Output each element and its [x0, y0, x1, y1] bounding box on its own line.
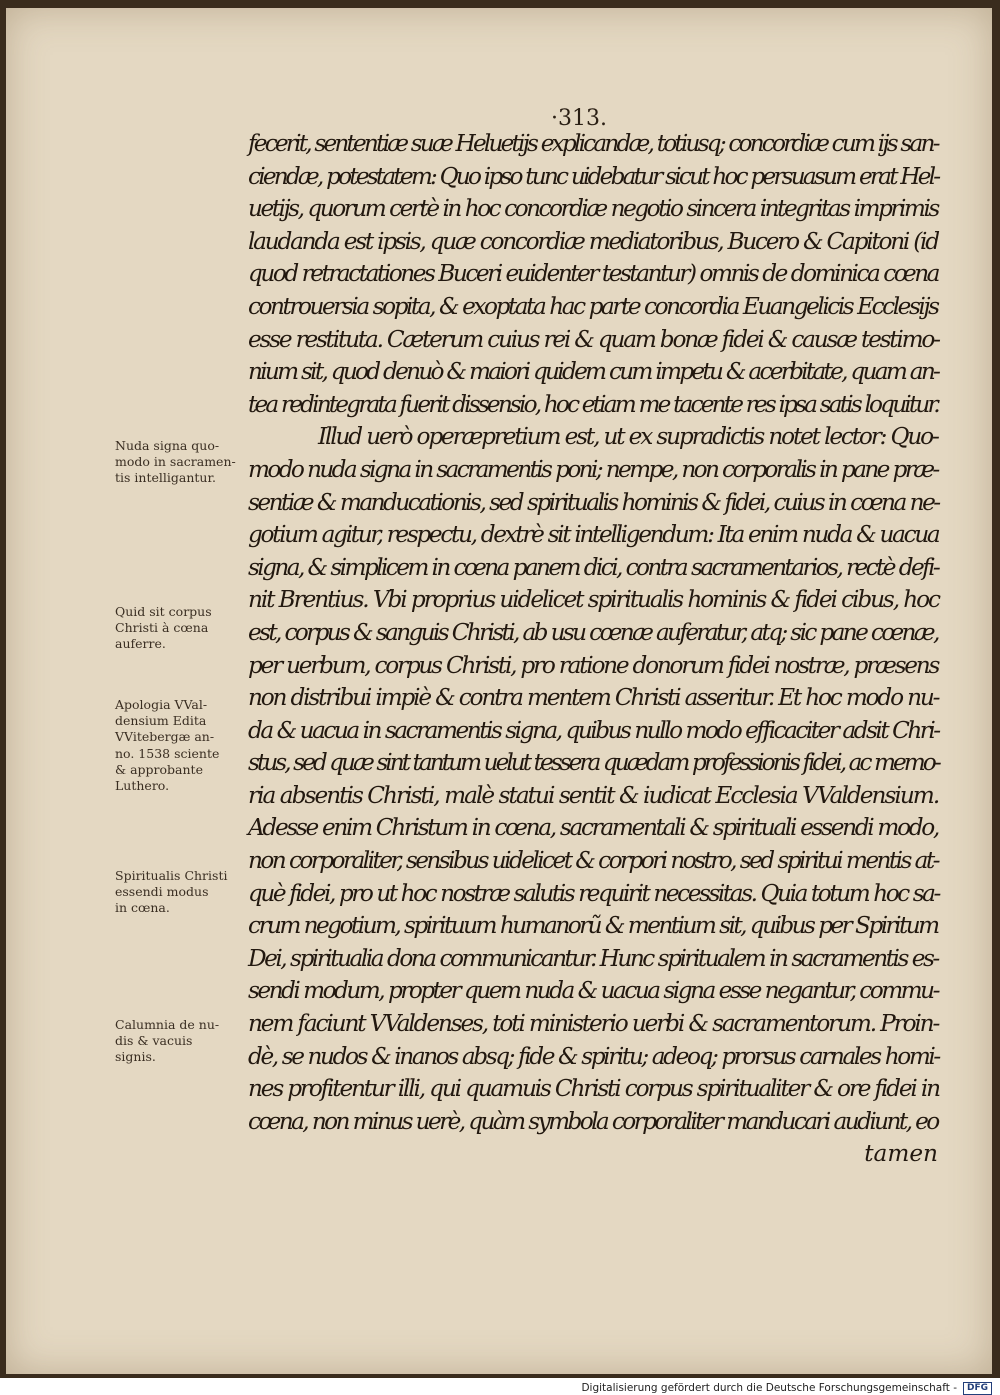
text-line: nem faciunt VValdenses, toti ministerio uerbi & sacramentorum. Proin-: [248, 1010, 939, 1038]
text-line: sendi modum, propter quem nuda & uacua signa esse negantur, commu-: [248, 977, 938, 1005]
text-line: Adesse enim Christum in cœna, sacramentali & spirituali essendi modo,: [248, 814, 938, 842]
marginal-note-line: & approbante: [115, 761, 203, 777]
text-line: nit Brentius. Vbi proprius uidelicet spiritualis hominis & fidei cibus, hoc: [248, 586, 939, 614]
text-line: esse restituta. Cæterum cuius rei & quam bonæ fidei & causæ testimo-: [248, 325, 939, 353]
text-line: tea redintegrata fuerit dissensio, hoc etiam me tacente res ipsa satis loquitur.: [248, 390, 938, 418]
text-line: dè, se nudos & inanos absq; fide & spiritu; adeoq; prorsus carnales homi-: [248, 1042, 939, 1070]
text-line: sentiæ & manducationis, sed spiritualis hominis & fidei, cuius in cœna ne-: [248, 488, 939, 516]
text-line: laudanda est ipsis, quæ concordiæ mediatoribus, Bucero & Capitoni (id: [248, 227, 938, 255]
text-line: cœna, non minus uerè, quàm symbola corporaliter manducari audiunt, eo: [248, 1107, 938, 1135]
footer-text: Digitalisierung gefördert durch die Deutsche Forschungsgemeinschaft -: [581, 1382, 957, 1394]
text-line: est, corpus & sanguis Christi, ab usu cœnæ auferatur, atq; sic pane cœnæ,: [248, 618, 938, 646]
page-number: ·313.: [551, 106, 607, 131]
marginal-note-line: Luthero.: [115, 778, 170, 794]
marginal-note-quid-sit-corpus: [115, 604, 255, 653]
text-line: fecerit, sententiæ suæ Heluetijs explicandæ, totiusq; concordiæ cum ijs san-: [248, 130, 938, 157]
marginal-note-line: VVitebergæ an-: [115, 729, 215, 745]
marginal-note-line: dis & vacuis: [115, 1033, 193, 1049]
catchword: tamen: [864, 1140, 938, 1168]
marginal-note-nuda-signa: [115, 438, 255, 487]
marginal-note-calumnia: [115, 1017, 255, 1066]
text-line: ciendæ, potestatem: Quo ipso tunc uidebatur sicut hoc persuasum erat Hel-: [248, 162, 939, 190]
marginal-note-line: tis intelligantur.: [115, 470, 217, 486]
text-line: ria absentis Christi, malè statui sentit & iudicat Ecclesia VValdensium.: [248, 781, 939, 809]
digitization-footer: [581, 1381, 992, 1395]
marginal-note-line: Apologia VVal-: [115, 697, 208, 712]
marginal-note-line: essendi modus: [115, 884, 209, 900]
marginal-note-line: Spiritualis Christi: [115, 868, 228, 883]
text-line: controuersia sopita, & exoptata hac parte concordia Euangelicis Ecclesijs: [248, 292, 938, 320]
text-line: non corporaliter, sensibus uidelicet & corpori nostro, sed spiritui mentis at-: [248, 847, 938, 875]
marginal-note-line: signis.: [115, 1049, 156, 1065]
text-line: crum negotium, spirituum humanorũ & mentium sit, quibus per Spiritum: [248, 912, 938, 940]
text-line: nes profitentur illi, qui quamuis Christi corpus spiritualiter & ore fidei in: [248, 1075, 939, 1103]
text-line: da & uacua in sacramentis signa, quibus nullo modo efficaciter adsit Chri-: [248, 716, 939, 744]
main-text-block: [248, 128, 938, 1171]
text-line: Illud uerò operæpretium est, ut ex supradictis notet lector: Quo-: [318, 423, 938, 451]
marginal-note-line: in cœna.: [115, 900, 170, 916]
marginal-note-line: densium Edita: [115, 713, 207, 729]
text-line: per uerbum, corpus Christi, pro ratione donorum fidei nostræ, præsens: [248, 651, 939, 679]
text-line: stus, sed quæ sint tantum uelut tessera quædam professionis fidei, ac memo-: [248, 749, 939, 777]
text-line: què fidei, pro ut hoc nostræ salutis requirit necessitas. Quia totum hoc sa-: [248, 879, 939, 907]
marginal-note-line: Calumnia de nu-: [115, 1017, 220, 1032]
marginal-note-line: Christi à cœna: [115, 620, 209, 636]
text-line: uetijs, quorum certè in hoc concordiæ negotio sincera integritas imprimis: [248, 195, 938, 223]
marginal-note-line: no. 1538 sciente: [115, 745, 220, 761]
marginal-note-spiritualis: [115, 868, 255, 917]
text-line: Dei, spiritualia dona communicantur. Hunc spiritualem in sacramentis es-: [248, 944, 938, 972]
text-line: nium sit, quod denuò & maiori quidem cum impetu & acerbitate, quam an-: [248, 358, 939, 386]
text-line: modo nuda signa in sacramentis poni; nempe, non corporalis in pane præ-: [248, 455, 938, 483]
text-line: quod retractationes Buceri euidenter testantur) omnis de dominica cœna: [248, 260, 939, 288]
marginal-note-line: Nuda signa quo-: [115, 438, 220, 453]
text-line: gotium agitur, respectu, dextrè sit intelligendum: Ita enim nuda & uacua: [248, 521, 939, 549]
marginal-note-line: modo in sacramen-: [115, 454, 236, 470]
marginal-note-apologia: [115, 697, 255, 794]
text-line: signa, & simplicem in cœna panem dici, contra sacramentarios, rectè defi-: [248, 553, 939, 581]
text-line: non distribui impiè & contra mentem Christi asseritur. Et hoc modo nu-: [248, 684, 939, 712]
marginal-note-line: auferre.: [115, 636, 166, 652]
dfg-logo: DFG: [963, 1382, 992, 1395]
marginal-note-line: Quid sit corpus: [115, 604, 212, 619]
